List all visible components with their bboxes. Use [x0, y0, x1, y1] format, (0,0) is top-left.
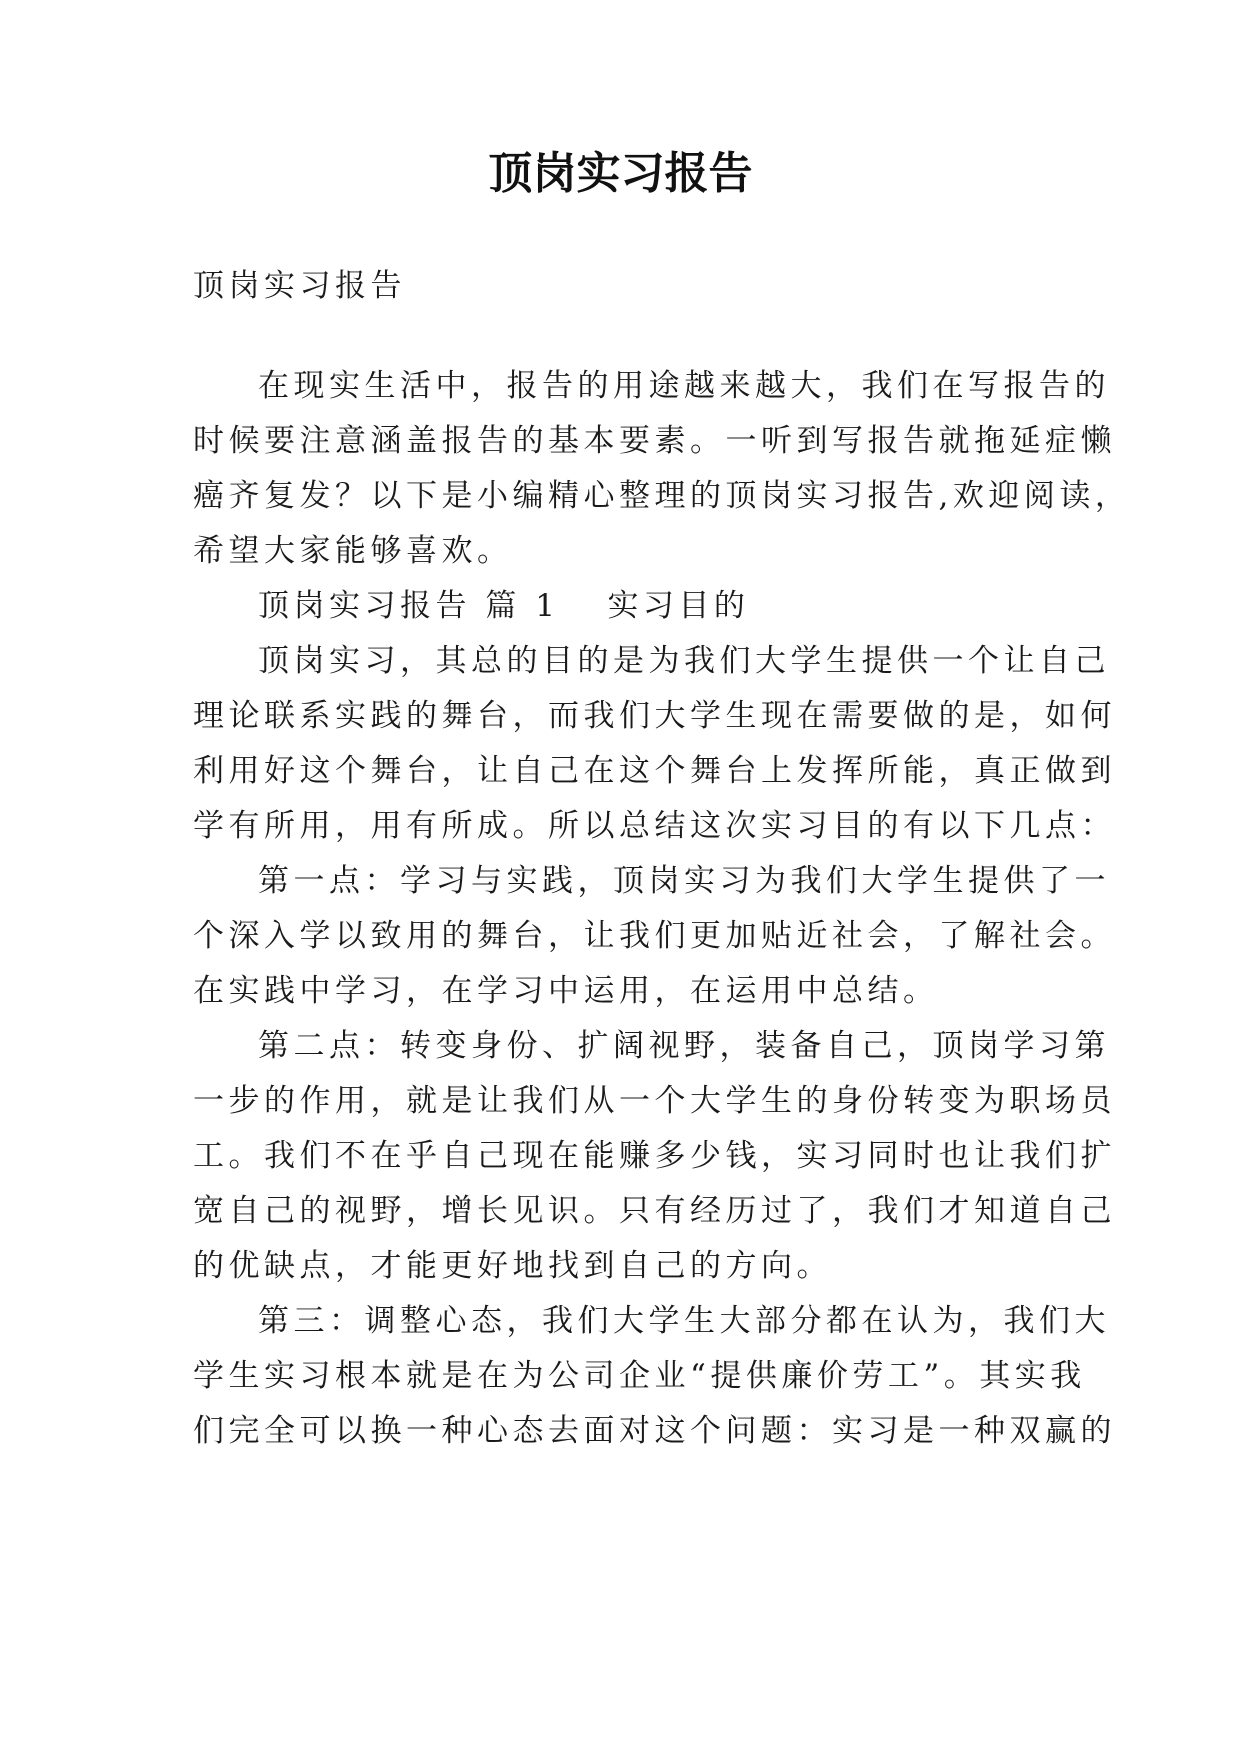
section-heading: 顶岗实习报告 篇 1 — [258, 588, 560, 624]
paragraph-line: 利用好这个舞台，让自己在这个舞台上发挥所能，真正做到 — [193, 753, 1116, 789]
paragraph-line: 工。我们不在乎自己现在能赚多少钱，实习同时也让我们扩 — [193, 1138, 1116, 1174]
paragraph-line: 学生实习根本就是在为公司企业“提供廉价劳工”。其实我 — [193, 1358, 1086, 1394]
paragraph-line: 们完全可以换一种心态去面对这个问题：实习是一种双赢的 — [193, 1413, 1116, 1449]
paragraph-line: 第二点：转变身份、扩阔视野，装备自己，顶岗学习第 — [258, 1028, 1110, 1064]
paragraph-line: 第三：调整心态，我们大学生大部分都在认为，我们大 — [258, 1303, 1110, 1339]
document-title: 顶岗实习报告 — [488, 148, 753, 199]
paragraph-line: 希望大家能够喜欢。 — [193, 533, 513, 569]
paragraph-line: 癌齐复发？以下是小编精心整理的顶岗实习报告,欢迎阅读， — [193, 478, 1131, 514]
paragraph-line: 宽自己的视野，增长见识。只有经历过了，我们才知道自己 — [193, 1193, 1116, 1229]
paragraph-line: 时候要注意涵盖报告的基本要素。一听到写报告就拖延症懒 — [193, 423, 1116, 459]
section-subheading: 实习目的 — [607, 588, 750, 624]
paragraph-line: 在实践中学习，在学习中运用，在运用中总结。 — [193, 973, 939, 1009]
paragraph-line: 在现实生活中，报告的用途越来越大，我们在写报告的 — [258, 368, 1110, 404]
section-heading-line — [258, 584, 749, 628]
paragraph-line: 理论联系实践的舞台，而我们大学生现在需要做的是，如何 — [193, 698, 1116, 734]
paragraph-line: 一步的作用，就是让我们从一个大学生的身份转变为职场员 — [193, 1083, 1116, 1119]
paragraph-line: 的优缺点，才能更好地找到自己的方向。 — [193, 1248, 832, 1284]
document-subtitle: 顶岗实习报告 — [193, 268, 406, 304]
paragraph-line: 学有所用，用有所成。所以总结这次实习目的有以下几点： — [193, 808, 1116, 844]
paragraph-line: 个深入学以致用的舞台，让我们更加贴近社会，了解社会。 — [193, 918, 1116, 954]
paragraph-line: 顶岗实习，其总的目的是为我们大学生提供一个让自己 — [258, 643, 1110, 679]
paragraph-line: 第一点：学习与实践，顶岗实习为我们大学生提供了一 — [258, 863, 1110, 899]
